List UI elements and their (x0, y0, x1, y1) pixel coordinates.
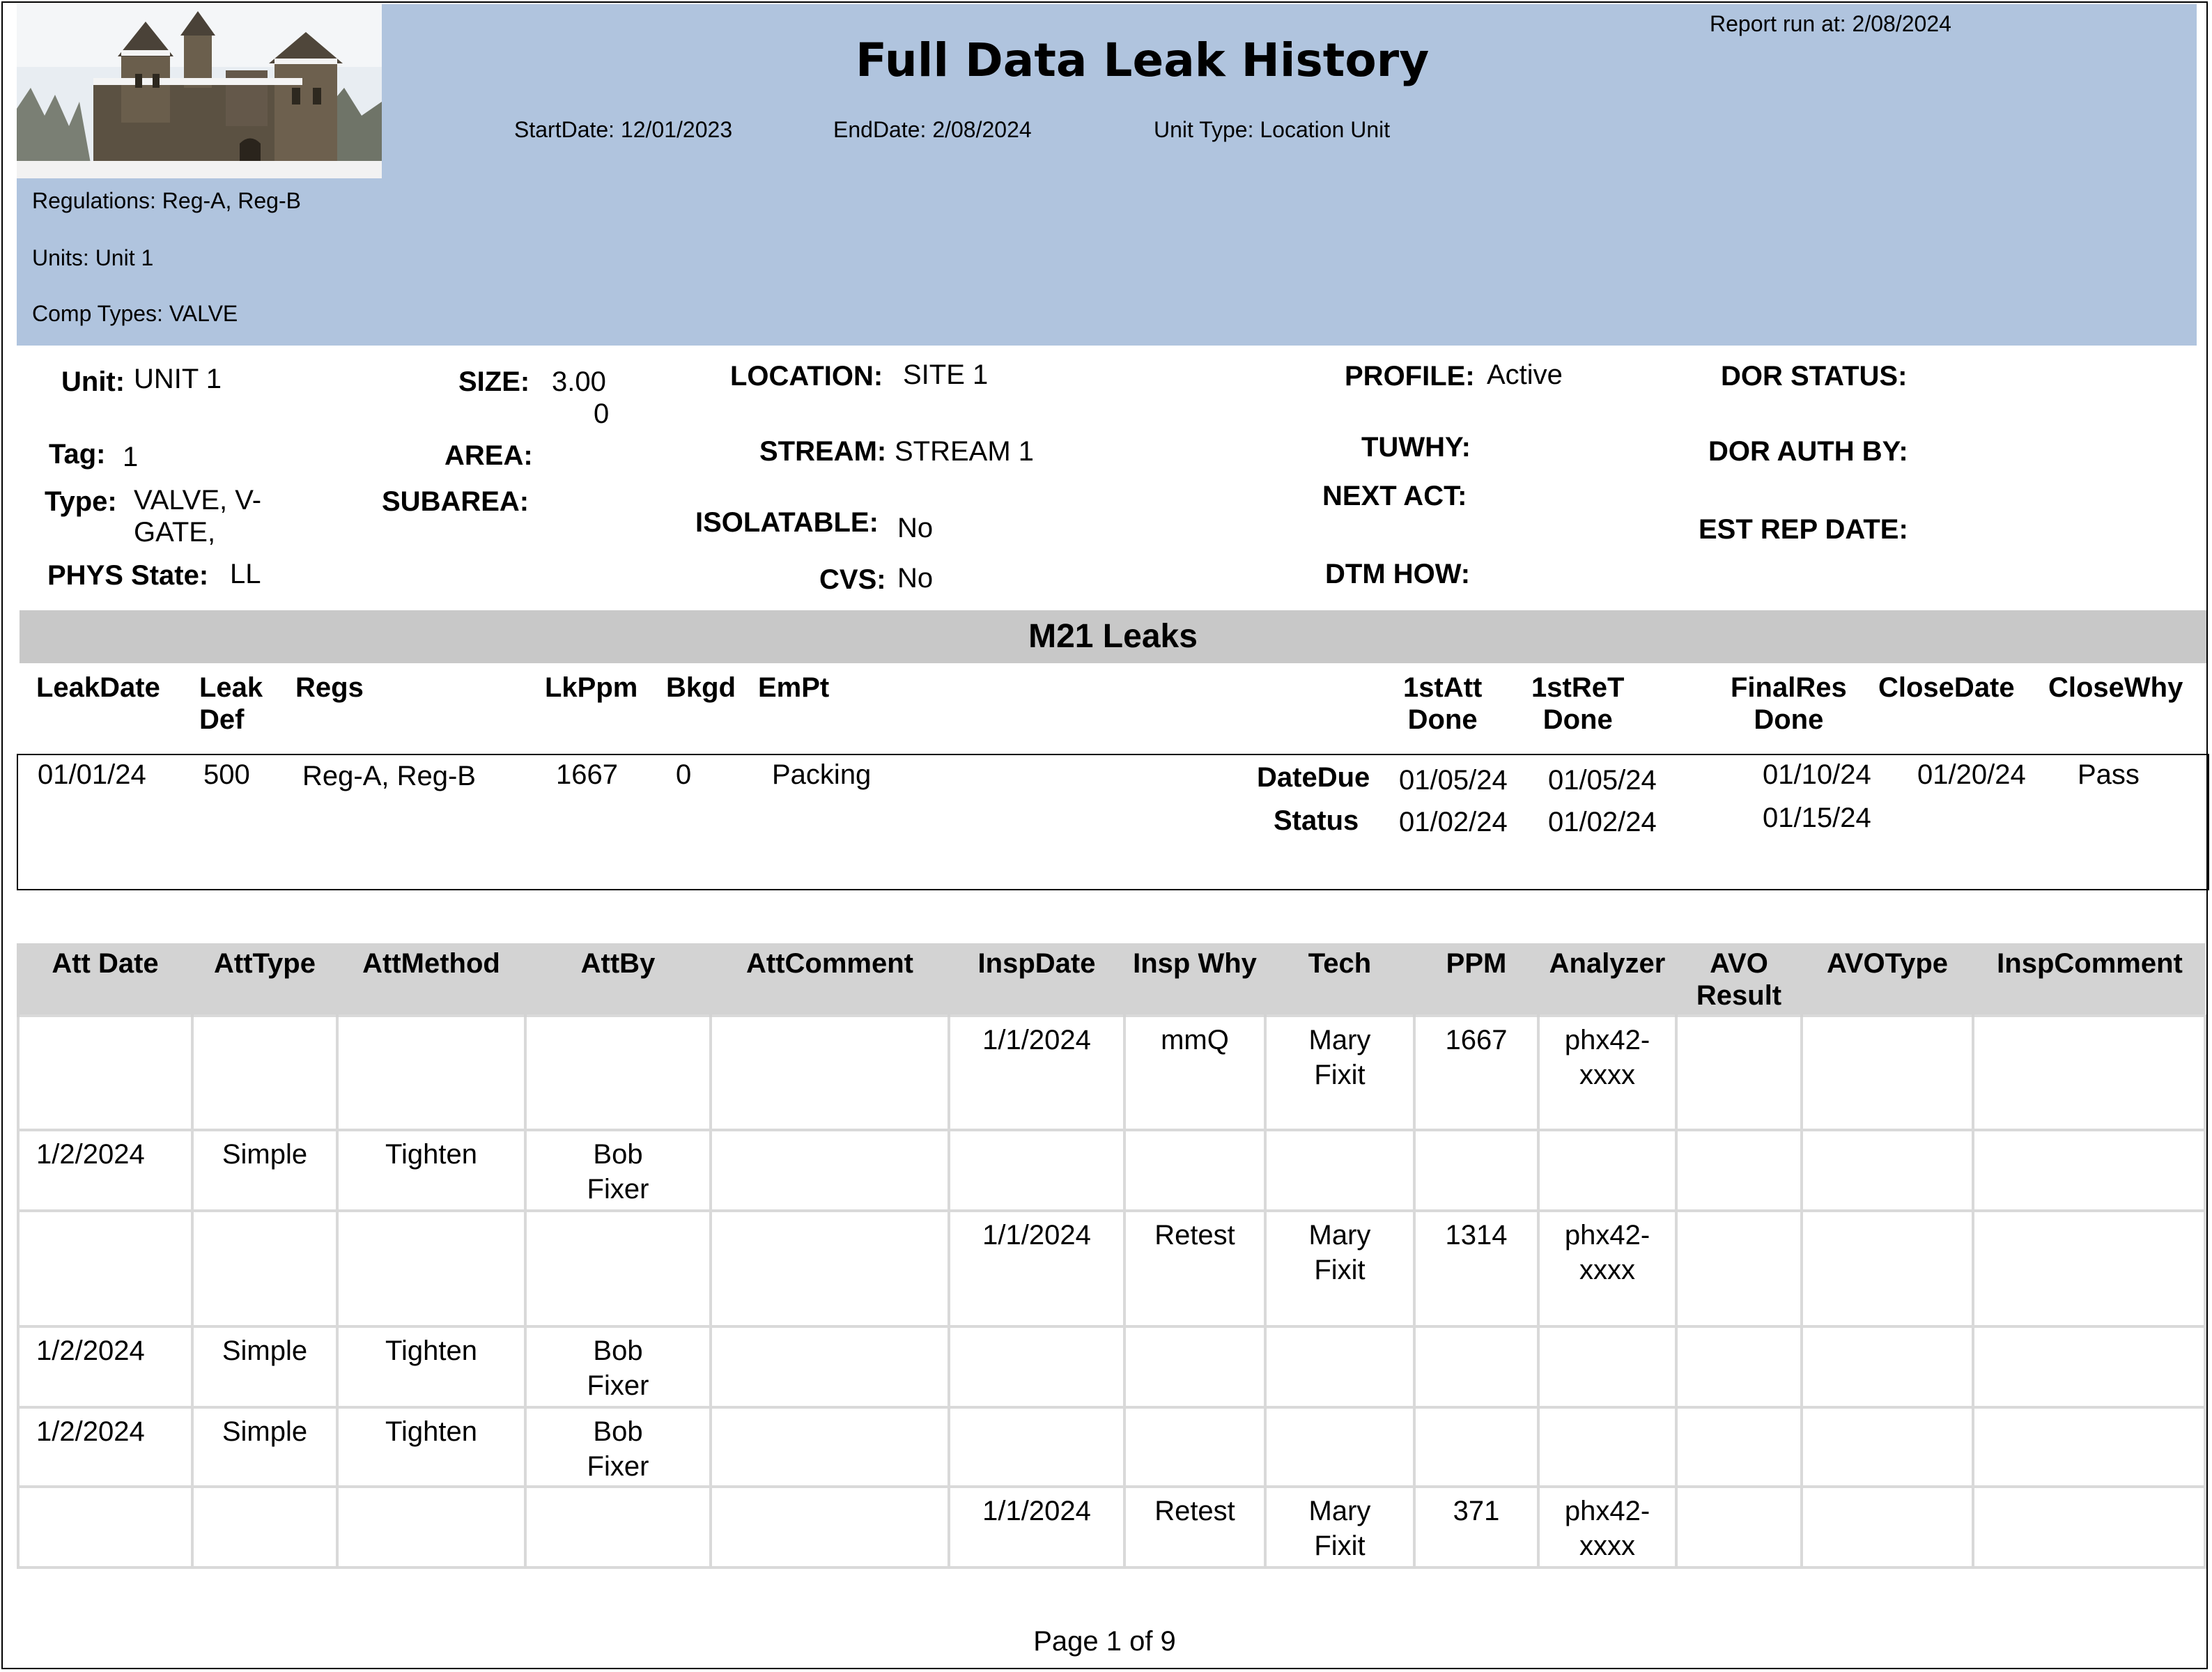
table-cell-attby (525, 1487, 711, 1568)
table-cell-att-date: 1/2/2024 (18, 1130, 192, 1211)
table-cell-att-date (18, 1211, 192, 1326)
col-leak-def-line1: Leak (199, 672, 263, 703)
tag-label: Tag: (49, 439, 106, 470)
table-row (18, 1326, 2205, 1407)
units-filter: Units: Unit 1 (32, 245, 154, 270)
table-cell-attcomment (711, 1130, 949, 1211)
table-cell-ppm (1414, 1407, 1538, 1487)
col-first-ret-line1: 1stReT (1531, 672, 1625, 703)
table-cell-attmethod (337, 1487, 525, 1568)
table-cell-attcomment (711, 1326, 949, 1407)
col-regs: Regs (295, 672, 364, 703)
dor-auth-label: DOR AUTH BY: (1708, 436, 1908, 467)
table-cell-avotype (1802, 1130, 1973, 1211)
table-cell-att-date (18, 1016, 192, 1130)
table-cell-attby: Bob Fixer (525, 1326, 711, 1407)
table-cell-attcomment (711, 1487, 949, 1568)
table-cell-ppm (1414, 1130, 1538, 1211)
profile-value: Active (1487, 359, 1563, 390)
table-cell-tech: Mary Fixit (1265, 1016, 1414, 1130)
end-date: EndDate: 2/08/2024 (833, 117, 1032, 142)
size-label: SIZE: (458, 366, 530, 397)
stream-label: STREAM: (759, 436, 887, 467)
size-value-cont: 0 (594, 398, 610, 429)
col-att-date: Att Date (18, 943, 192, 1016)
table-cell-tech: Mary Fixit (1265, 1487, 1414, 1568)
table-cell-ppm: 1667 (1414, 1016, 1538, 1130)
col-close-date: CloseDate (1878, 672, 2015, 703)
table-cell-insp-why (1124, 1407, 1265, 1487)
table-cell-att-date: 1/2/2024 (18, 1407, 192, 1487)
cvs-label: CVS: (819, 564, 886, 595)
table-cell-attby: Bob Fixer (525, 1407, 711, 1487)
col-close-why: CloseWhy (2048, 672, 2183, 703)
col-insp-why: Insp Why (1124, 943, 1265, 1016)
isolatable-label: ISOLATABLE: (695, 507, 879, 538)
col-inspdate: InspDate (949, 943, 1124, 1016)
table-cell-inspcomment (1973, 1211, 2205, 1326)
next-act-label: NEXT ACT: (1322, 481, 1467, 511)
table-cell-att-date: 1/2/2024 (18, 1326, 192, 1407)
col-final-res (1731, 672, 1847, 736)
table-cell-insp-why (1124, 1130, 1265, 1211)
dor-status-label: DOR STATUS: (1721, 361, 1908, 392)
first-att-status: 01/02/24 (1399, 807, 1508, 837)
table-row (18, 1211, 2205, 1326)
final-res-due: 01/10/24 (1763, 759, 1871, 790)
area-label: AREA: (444, 440, 533, 471)
m21-section-title: M21 Leaks (20, 610, 2206, 663)
table-cell-tech (1265, 1326, 1414, 1407)
table-cell-inspcomment (1973, 1326, 2205, 1407)
table-cell-avotype (1802, 1407, 1973, 1487)
table-cell-avo-result (1676, 1016, 1802, 1130)
comp-types-filter: Comp Types: VALVE (32, 301, 238, 326)
col-attmethod: AttMethod (337, 943, 525, 1016)
col-avo-result: AVO Result (1676, 943, 1802, 1016)
table-cell-ppm (1414, 1326, 1538, 1407)
table-cell-atttype (192, 1211, 337, 1326)
col-leak-date: LeakDate (36, 672, 160, 703)
table-cell-attby (525, 1211, 711, 1326)
close-date-value: 01/20/24 (1917, 759, 2026, 790)
col-first-ret-line2: Done (1542, 704, 1613, 735)
table-cell-inspdate (949, 1326, 1124, 1407)
col-inspcomment: InspComment (1973, 943, 2205, 1016)
table-cell-avo-result (1676, 1407, 1802, 1487)
table-cell-insp-why: Retest (1124, 1211, 1265, 1326)
type-label: Type: (45, 486, 117, 517)
col-first-att (1403, 672, 1482, 736)
table-cell-inspcomment (1973, 1487, 2205, 1568)
final-res-status: 01/15/24 (1763, 803, 1871, 833)
table-cell-attby: Bob Fixer (525, 1130, 711, 1211)
table-cell-inspdate (949, 1130, 1124, 1211)
col-avotype: AVOType (1802, 943, 1973, 1016)
table-cell-analyzer: phx42- xxxx (1538, 1016, 1676, 1130)
col-attby: AttBy (525, 943, 711, 1016)
table-cell-inspdate: 1/1/2024 (949, 1487, 1124, 1568)
col-first-att-line1: 1stAtt (1403, 672, 1483, 703)
table-cell-attcomment (711, 1407, 949, 1487)
regulations-filter: Regulations: Reg-A, Reg-B (32, 188, 301, 213)
table-cell-avotype (1802, 1487, 1973, 1568)
table-row (18, 1016, 2205, 1130)
size-value: 3.00 (552, 366, 606, 397)
isolatable-value: No (897, 513, 934, 543)
table-cell-insp-why (1124, 1326, 1265, 1407)
regs-value: Reg-A, Reg-B (302, 761, 476, 791)
table-cell-ppm: 371 (1414, 1487, 1538, 1568)
table-cell-att-date (18, 1487, 192, 1568)
bkgd-value: 0 (676, 759, 692, 790)
table-cell-inspcomment (1973, 1407, 2205, 1487)
profile-label: PROFILE: (1345, 361, 1475, 392)
table-cell-insp-why: mmQ (1124, 1016, 1265, 1130)
table-cell-avo-result (1676, 1211, 1802, 1326)
table-cell-analyzer (1538, 1130, 1676, 1211)
unit-label: Unit: (61, 366, 125, 397)
col-leak-def (199, 672, 263, 736)
table-cell-attby (525, 1016, 711, 1130)
col-final-res-line2: Done (1754, 704, 1824, 735)
table-cell-atttype: Simple (192, 1407, 337, 1487)
type-value-cont: GATE, (134, 517, 216, 548)
col-ppm: PPM (1414, 943, 1538, 1016)
location-value: SITE 1 (903, 359, 989, 390)
table-cell-ppm: 1314 (1414, 1211, 1538, 1326)
report-title: Full Data Leak History (856, 33, 1430, 87)
unit-value: UNIT 1 (134, 364, 222, 394)
attempt-inspection-table (17, 943, 2206, 1569)
tuwhy-label: TUWHY: (1361, 432, 1471, 463)
col-first-ret (1531, 672, 1624, 736)
first-ret-due: 01/05/24 (1548, 765, 1657, 796)
start-date: StartDate: 12/01/2023 (514, 117, 733, 142)
table-cell-attmethod (337, 1016, 525, 1130)
unit-type: Unit Type: Location Unit (1154, 117, 1391, 142)
type-value: VALVE, V- (134, 485, 262, 516)
col-first-att-line2: Done (1407, 704, 1478, 735)
table-row (18, 1407, 2205, 1487)
table-cell-atttype: Simple (192, 1326, 337, 1407)
table-cell-inspcomment (1973, 1016, 2205, 1130)
leak-date-value: 01/01/24 (38, 759, 146, 790)
col-bkgd: Bkgd (666, 672, 736, 703)
tag-value: 1 (123, 442, 139, 472)
table-cell-attmethod (337, 1211, 525, 1326)
table-cell-tech: Mary Fixit (1265, 1211, 1414, 1326)
table-cell-analyzer: phx42- xxxx (1538, 1487, 1676, 1568)
col-atttype: AttType (192, 943, 337, 1016)
table-row (18, 1487, 2205, 1568)
table-cell-avotype (1802, 1326, 1973, 1407)
table-cell-avo-result (1676, 1487, 1802, 1568)
table-row (18, 1130, 2205, 1211)
status-label: Status (1274, 805, 1359, 836)
col-lkppm: LkPpm (545, 672, 638, 703)
table-cell-inspdate: 1/1/2024 (949, 1211, 1124, 1326)
first-ret-status: 01/02/24 (1548, 807, 1657, 837)
table-cell-avotype (1802, 1211, 1973, 1326)
stream-value: STREAM 1 (895, 436, 1035, 467)
table-cell-attcomment (711, 1211, 949, 1326)
table-cell-attcomment (711, 1016, 949, 1130)
table-cell-inspcomment (1973, 1130, 2205, 1211)
table-cell-analyzer (1538, 1326, 1676, 1407)
table-cell-avo-result (1676, 1326, 1802, 1407)
table-cell-atttype (192, 1016, 337, 1130)
first-att-due: 01/05/24 (1399, 765, 1508, 796)
date-due-label: DateDue (1257, 762, 1370, 793)
report-run-date: Report run at: 2/08/2024 (1710, 11, 1951, 36)
table-cell-avo-result (1676, 1130, 1802, 1211)
lkppm-value: 1667 (556, 759, 618, 790)
table-cell-analyzer: phx42- xxxx (1538, 1211, 1676, 1326)
col-empt: EmPt (758, 672, 830, 703)
table-header-row (18, 943, 2205, 1016)
table-cell-insp-why: Retest (1124, 1487, 1265, 1568)
close-why-value: Pass (2078, 759, 2140, 790)
table-cell-tech (1265, 1407, 1414, 1487)
est-rep-date-label: EST REP DATE: (1699, 514, 1908, 545)
table-cell-inspdate (949, 1407, 1124, 1487)
table-cell-avotype (1802, 1016, 1973, 1130)
dtm-how-label: DTM HOW: (1325, 559, 1471, 589)
col-leak-def-line2: Def (199, 704, 245, 735)
cvs-value: No (897, 563, 934, 594)
table-cell-tech (1265, 1130, 1414, 1211)
location-label: LOCATION: (730, 361, 883, 392)
leak-def-value: 500 (203, 759, 250, 790)
empt-value: Packing (772, 759, 872, 790)
subarea-label: SUBAREA: (382, 486, 529, 517)
phys-state-value: LL (230, 559, 261, 589)
table-cell-attmethod: Tighten (337, 1326, 525, 1407)
phys-state-label: PHYS State: (47, 560, 209, 591)
table-cell-attmethod: Tighten (337, 1407, 525, 1487)
table-cell-atttype (192, 1487, 337, 1568)
page-number: Page 1 of 9 (1033, 1626, 1176, 1657)
col-attcomment: AttComment (711, 943, 949, 1016)
col-analyzer: Analyzer (1538, 943, 1676, 1016)
table-cell-inspdate: 1/1/2024 (949, 1016, 1124, 1130)
col-final-res-line1: FinalRes (1731, 672, 1847, 703)
castle-logo (17, 4, 382, 178)
table-cell-atttype: Simple (192, 1130, 337, 1211)
col-tech: Tech (1265, 943, 1414, 1016)
table-cell-attmethod: Tighten (337, 1130, 525, 1211)
table-cell-analyzer (1538, 1407, 1676, 1487)
